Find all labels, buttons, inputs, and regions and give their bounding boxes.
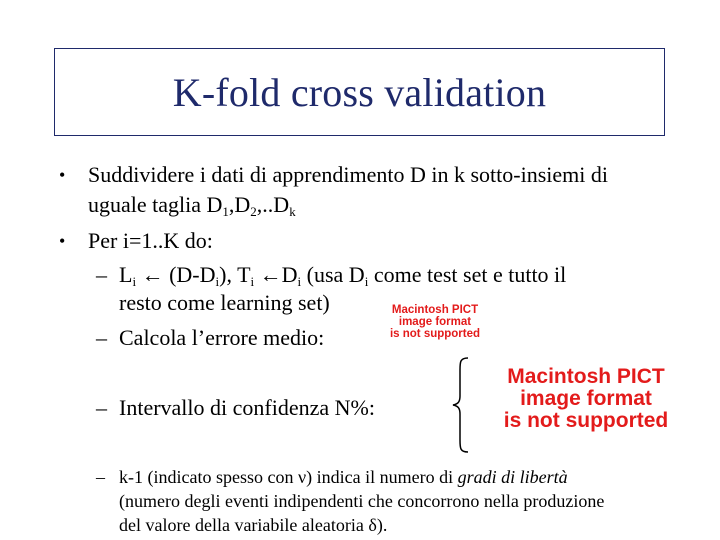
- slide-title: K-fold cross validation: [172, 69, 547, 115]
- pict-placeholder-large: Macintosh PICT image format is not supported: [503, 365, 669, 433]
- bullet-1-line-1: Suddividere i dati di apprendimento D in k sotto-insiemi di: [88, 162, 608, 187]
- left-brace-icon: [450, 356, 472, 454]
- sub-bullet-4-line-3: del valore della variabile aleatoria δ).: [119, 515, 388, 535]
- sub-bullet-2-marker: –: [96, 325, 107, 350]
- pict-placeholder-small: Macintosh PICT image format is not supported: [389, 304, 481, 341]
- sub-bullet-3-text: Intervallo di confidenza N%:: [119, 395, 375, 420]
- sub-bullet-4-marker: –: [96, 467, 105, 487]
- title-box: [54, 48, 665, 136]
- bullet-1-line-2: uguale taglia $D_1,D_2,..D_k$: [88, 192, 296, 219]
- sub-bullet-4-line-2: (numero degli eventi indipendenti che concorrono nella produzione: [119, 491, 605, 511]
- sub-bullet-2-text: Calcola l’errore medio:: [119, 325, 325, 350]
- sub-bullet-1-line-2: resto come learning set): [119, 290, 330, 315]
- sub-bullet-1-line-1: $L_i$ ← $(D-D_i)$, $T_i$ $\leftarrow D_i$ (usa $D_i$ come test set e tutto il: [119, 262, 567, 289]
- sub-bullet-1-marker: –: [96, 262, 107, 287]
- sub-bullet-3-marker: –: [96, 395, 107, 420]
- bullet-2-marker: •: [59, 231, 66, 251]
- bullet-1-marker: •: [59, 165, 66, 185]
- sub-bullet-4-line-1: k-1 (indicato spesso con ν) indica il numero di gradi di libertà: [119, 467, 568, 487]
- bullet-2-text: Per i=1..K do:: [88, 228, 213, 253]
